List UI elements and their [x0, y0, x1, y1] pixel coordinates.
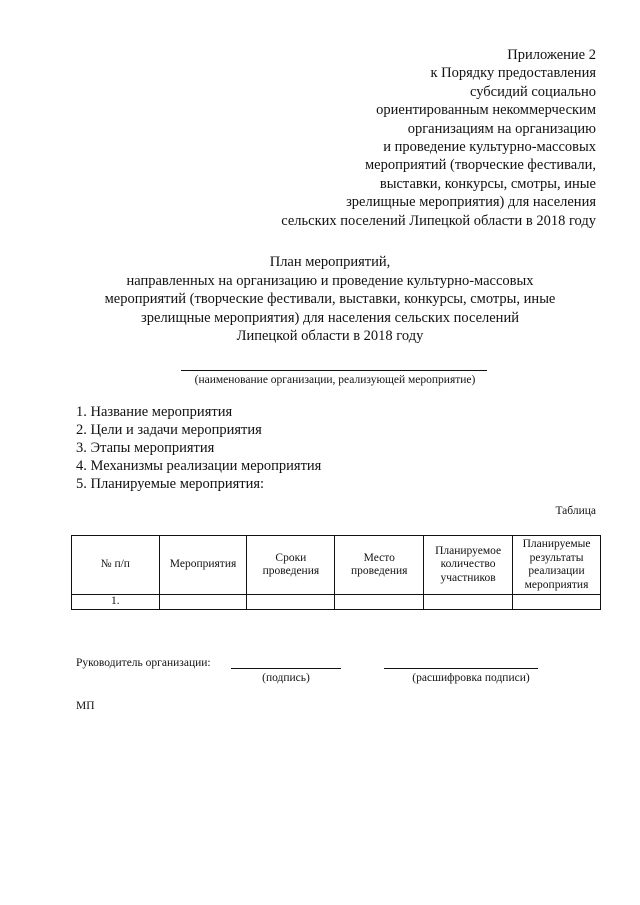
stamp-placeholder: МП [76, 700, 95, 712]
plan-title-line: План мероприятий, [269, 254, 391, 270]
column-header-dates: Сроки проведения [247, 536, 335, 595]
organization-name-blank [181, 370, 487, 371]
plan-section-item: 4. Механизмы реализации мероприятия [76, 458, 322, 474]
plan-section-item: 3. Этапы мероприятия [76, 440, 215, 456]
table-header-row [72, 536, 601, 595]
appendix-line: выставки, конкурсы, смотры, иные [379, 175, 596, 192]
table-label: Таблица [555, 505, 596, 517]
column-header-venue: Место проведения [335, 536, 424, 595]
table-cell[interactable] [335, 595, 424, 610]
appendix-line: организациям на организацию [407, 120, 596, 137]
appendix-line: мероприятий (творческие фестивали, [364, 157, 596, 174]
column-header-results: Планируемые результаты реализации мероприятия [513, 536, 601, 595]
plan-title-line: направленных на организацию и проведение культурно-массовых [126, 272, 534, 289]
table-cell[interactable] [424, 595, 513, 610]
table-cell[interactable] [247, 595, 335, 610]
plan-section-item: 1. Название мероприятия [76, 404, 233, 420]
plan-title-line: мероприятий (творческие фестивали, выставки, конкурсы, смотры, иные [104, 291, 556, 308]
appendix-line: к Порядку предоставления [430, 65, 596, 82]
plan-sections-list [76, 403, 321, 493]
appendix-line: субсидий социально [469, 83, 596, 100]
appendix-line: сельских поселений Липецкой области в 2018 году [281, 212, 596, 229]
plan-title-line: зрелищные мероприятия) для населения сельских поселений [141, 309, 519, 326]
table-cell[interactable]: 1. [72, 595, 160, 610]
table-row [72, 595, 601, 610]
signature-decode-caption: (расшифровка подписи) [412, 672, 530, 684]
plan-title-line: Липецкой области в 2018 году [236, 328, 424, 345]
events-table [71, 535, 601, 610]
signature-decode-blank [384, 668, 538, 669]
plan-section-item: 2. Цели и задачи мероприятия [76, 422, 262, 438]
signature-label: Руководитель организации: [76, 657, 211, 669]
appendix-line: Приложение 2 [507, 47, 596, 63]
appendix-line: и проведение культурно-массовых [383, 139, 596, 156]
organization-name-caption: (наименование организации, реализующей мероприятие) [194, 374, 476, 386]
plan-title [60, 253, 600, 346]
appendix-line: ориентированным некоммерческим [376, 102, 596, 119]
appendix-reference [281, 46, 596, 230]
signature-blank [231, 668, 341, 669]
table-cell[interactable] [513, 595, 601, 610]
column-header-participants: Планируемое количество участников [424, 536, 513, 595]
signature-caption: (подпись) [262, 672, 310, 684]
appendix-line: зрелищные мероприятия) для населения [346, 194, 596, 211]
column-header-events: Мероприятия [159, 536, 247, 595]
column-header-number: № п/п [72, 536, 160, 595]
table-cell[interactable] [159, 595, 247, 610]
plan-section-item: 5. Планируемые мероприятия: [76, 476, 265, 492]
